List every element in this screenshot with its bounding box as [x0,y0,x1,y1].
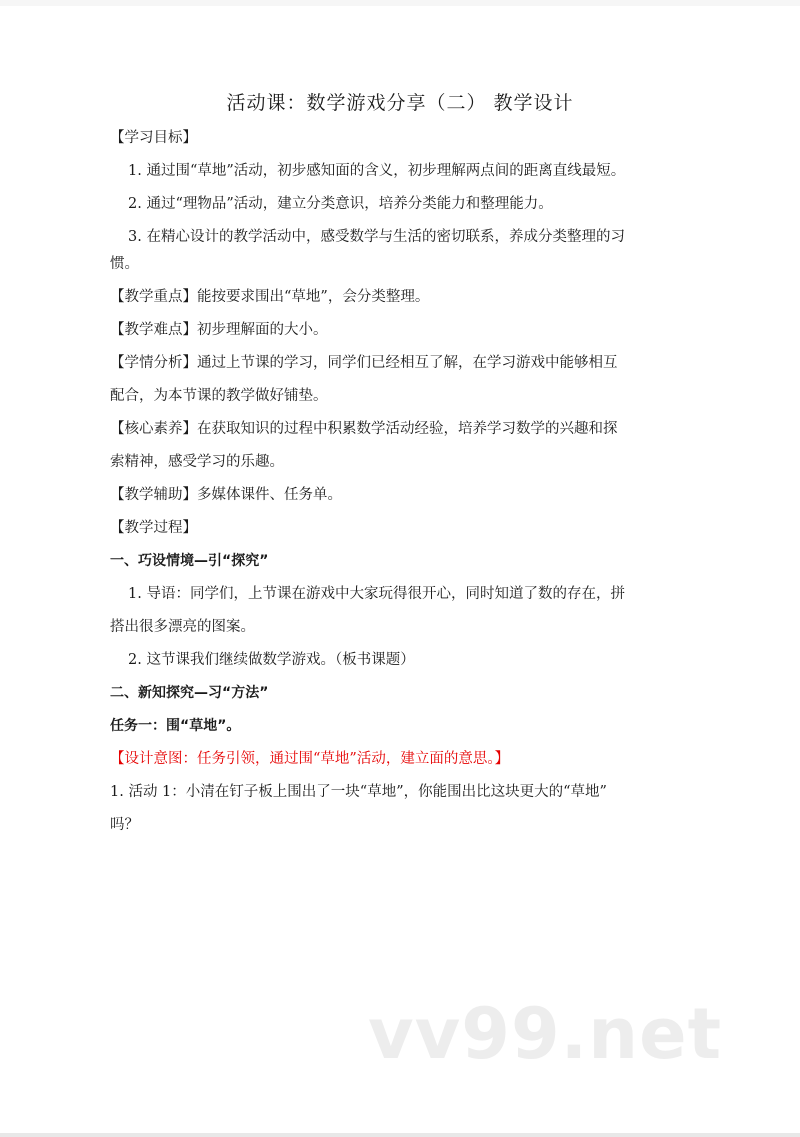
part-one-heading: 一、巧设情境—引“探究” [110,553,269,569]
objective-3: 3. 在精心设计的教学活动中，感受数学与生活的密切联系，养成分类整理的习 [128,229,625,245]
core-literacy: 【核心素养】在获取知识的过程中积累数学活动经验，培养学习数学的兴趣和探 [110,421,618,437]
activity-1-continued: 吗？ [110,817,139,833]
section-heading-objectives: 【学习目标】 [110,130,197,146]
learner-analysis-continued: 配合，为本节课的教学做好铺垫。 [110,388,328,404]
watermark-text: vv99.net [368,993,723,1075]
design-intent-note: 【设计意图：任务引领，通过围“草地”活动，建立面的意思。】 [110,751,510,767]
top-divider [0,0,800,6]
objective-3-continued: 惯。 [110,256,139,272]
intro-step-1-continued: 搭出很多漂亮的图案。 [110,619,255,635]
task-one-heading: 任务一：围“草地”。 [110,718,241,734]
objective-2: 2. 通过“理物品”活动，建立分类意识，培养分类能力和整理能力。 [128,196,553,212]
part-two-heading: 二、新知探究—习“方法” [110,685,269,701]
activity-1: 1. 活动 1：小清在钉子板上围出了一块“草地”，你能围出比这块更大的“草地” [110,784,607,800]
teaching-difficulty: 【教学难点】初步理解面的大小。 [110,322,328,338]
learner-analysis: 【学情分析】通过上节课的学习，同学们已经相互了解，在学习游戏中能够相互 [110,355,618,371]
objective-1: 1. 通过围“草地”活动，初步感知面的含义，初步理解两点间的距离直线最短。 [128,163,626,179]
core-literacy-continued: 索精神，感受学习的乐趣。 [110,454,284,470]
document-body [110,128,690,848]
intro-step-2: 2. 这节课我们继续做数学游戏。（板书课题） [128,652,415,668]
teaching-focus: 【教学重点】能按要求围出“草地”，会分类整理。 [110,289,430,305]
teaching-aids: 【教学辅助】多媒体课件、任务单。 [110,487,342,503]
page-title: 活动课：数学游戏分享（二） 教学设计 [226,92,574,114]
bottom-divider [0,1133,800,1137]
section-heading-process: 【教学过程】 [110,520,197,536]
intro-step-1: 1. 导语：同学们，上节课在游戏中大家玩得很开心，同时知道了数的存在，拼 [128,586,625,602]
